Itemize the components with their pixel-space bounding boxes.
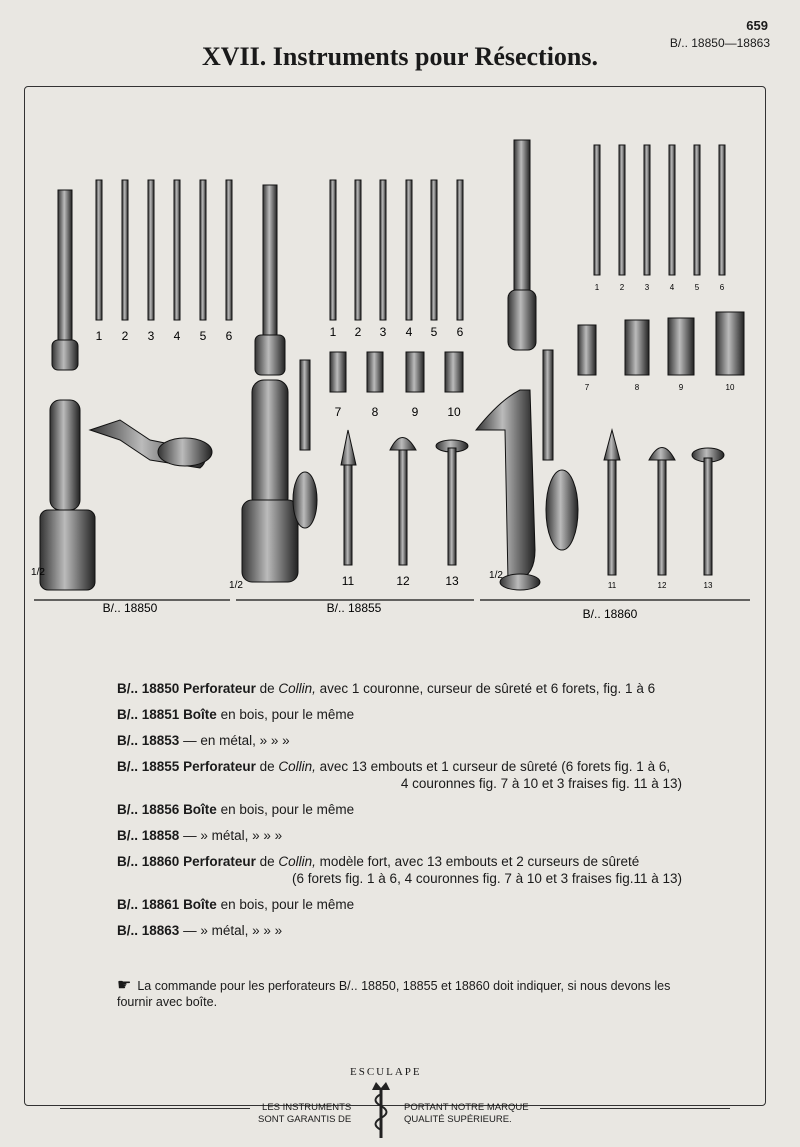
- divider-line: [540, 1108, 730, 1109]
- perforator-18855-drawing: [242, 185, 317, 582]
- entry-name: Boîte: [183, 802, 217, 817]
- instrument-illustration: [30, 130, 760, 630]
- entry-continuation: (6 forets fig. 1 à 6, 4 couronnes fig. 7 à 10 et 3 fraises fig.11 à 13): [292, 871, 682, 886]
- figure-number: 10: [447, 405, 461, 419]
- divider-line: [60, 1108, 250, 1109]
- group-label: B/.. 18850: [102, 601, 158, 615]
- catalogue-entry: [117, 680, 682, 697]
- entry-code: B/.. 18856: [117, 802, 180, 817]
- entry-text: avec 1 couronne, curseur de sûreté et 6 forets, fig. 1 à 6: [315, 681, 656, 696]
- figure-number: 6: [719, 283, 725, 292]
- figure-number: 8: [371, 405, 379, 419]
- entry-maker: Collin,: [278, 854, 316, 869]
- entry-code: B/.. 18855: [117, 759, 180, 774]
- figure-number: 9: [678, 383, 684, 392]
- figure-number: 6: [225, 329, 233, 343]
- entry-text: — » métal, » » »: [183, 923, 283, 938]
- footer-left-text: LES INSTRUMENTS SONT GARANTIS DE: [258, 1102, 352, 1125]
- footer-right-text: PORTANT NOTRE MARQUE QUALITÉ SUPÉRIEURE.: [404, 1102, 529, 1125]
- catalogue-entry: [117, 827, 682, 844]
- figure-number: 7: [584, 383, 590, 392]
- figure-number: 13: [703, 581, 713, 590]
- entry-name: Boîte: [183, 897, 217, 912]
- trademark-footer: [0, 1062, 800, 1147]
- catalogue-entry: [117, 801, 682, 818]
- entry-code: B/.. 18860: [117, 854, 180, 869]
- figure-number: 10: [725, 383, 735, 392]
- entry-text: en bois, pour le même: [216, 802, 355, 817]
- figure-number: 1: [329, 325, 337, 339]
- figure-number: 5: [694, 283, 700, 292]
- catalogue-entry: [117, 732, 682, 749]
- note-text: La commande pour les perforateurs B/.. 18850, 18855 et 18860 doit indiquer, si nous devons les fournir avec boîte.: [117, 979, 671, 1009]
- entry-text: — » métal, » » »: [183, 828, 283, 843]
- figure-number: 4: [669, 283, 675, 292]
- figure-number: 2: [354, 325, 362, 339]
- perforator-18860-drawing: [476, 140, 578, 590]
- scale-label: 1/2: [229, 580, 243, 591]
- entry-name: Boîte: [183, 707, 217, 722]
- figure-number: 3: [147, 329, 155, 343]
- figure-number: 12: [396, 574, 410, 588]
- figure-number: 6: [456, 325, 464, 339]
- figure-number: 3: [644, 283, 650, 292]
- entry-code: B/.. 18861: [117, 897, 180, 912]
- figure-number: 1: [594, 283, 600, 292]
- figure-number: 1: [95, 329, 103, 343]
- entry-maker: Collin,: [278, 681, 316, 696]
- entry-maker: Collin,: [278, 759, 316, 774]
- figure-number: 13: [445, 574, 459, 588]
- entry-continuation: 4 couronnes fig. 7 à 10 et 3 fraises fig. 11 à 13): [400, 776, 682, 791]
- catalogue-entry: [117, 758, 682, 792]
- drills-18850: [96, 180, 232, 320]
- entry-text: en bois, pour le même: [216, 707, 355, 722]
- group-label: B/.. 18860: [582, 607, 638, 621]
- entry-text: avec 13 embouts et 1 curseur de sûreté (6 forets fig. 1 à 6,: [315, 759, 671, 774]
- catalogue-entry: [117, 896, 682, 913]
- burrs-18860: [604, 430, 724, 575]
- entry-name: Perforateur: [183, 759, 256, 774]
- entry-name: Perforateur: [183, 854, 256, 869]
- pointing-hand-icon: ☛: [117, 977, 132, 994]
- figure-number: 8: [634, 383, 640, 392]
- entry-name: Perforateur: [183, 681, 256, 696]
- caduceus-icon: [366, 1080, 396, 1140]
- entry-text: en bois, pour le même: [216, 897, 355, 912]
- page-number: 659: [746, 18, 768, 33]
- entry-text: — en métal, » » »: [183, 733, 290, 748]
- entry-code: B/.. 18858: [117, 828, 180, 843]
- figure-number: 4: [173, 329, 181, 343]
- entry-code: B/.. 18863: [117, 923, 180, 938]
- figure-number: 5: [199, 329, 207, 343]
- scale-label: 1/2: [31, 567, 45, 578]
- drills-18860: [594, 145, 725, 275]
- figure-number: 2: [619, 283, 625, 292]
- burrs-18855: [341, 430, 468, 565]
- figure-number: 5: [430, 325, 438, 339]
- figure-number: 4: [405, 325, 413, 339]
- figure-number: 3: [379, 325, 387, 339]
- entry-text: modèle fort, avec 13 embouts et 2 curseurs de sûreté: [315, 854, 640, 869]
- crowns-18860: [578, 312, 744, 375]
- instrument-plate: [30, 130, 760, 630]
- entry-code: B/.. 18851: [117, 707, 180, 722]
- figure-number: 9: [411, 405, 419, 419]
- figure-number: 2: [121, 329, 129, 343]
- catalogue-entry: [117, 853, 682, 887]
- scale-label: 1/2: [489, 570, 503, 581]
- brand-name: ESCULAPE: [350, 1066, 422, 1078]
- catalogue-entry: [117, 706, 682, 723]
- group-label: B/.. 18855: [326, 601, 382, 615]
- figure-number: 12: [657, 581, 667, 590]
- catalogue-entries: [117, 680, 682, 948]
- crowns-18855: [330, 352, 463, 392]
- order-note: [117, 978, 682, 1010]
- figure-number: 7: [334, 405, 342, 419]
- page-range: B/.. 18850—18863: [669, 36, 770, 50]
- figure-number: 11: [341, 574, 355, 588]
- page-title: XVII. Instruments pour Résections.: [201, 42, 599, 71]
- entry-text: de: [255, 759, 279, 774]
- catalogue-entry: [117, 922, 682, 939]
- entry-text: de: [255, 854, 279, 869]
- drills-18855: [330, 180, 463, 320]
- entry-text: de: [255, 681, 279, 696]
- entry-code: B/.. 18850: [117, 681, 180, 696]
- entry-code: B/.. 18853: [117, 733, 180, 748]
- figure-number: 11: [607, 581, 617, 590]
